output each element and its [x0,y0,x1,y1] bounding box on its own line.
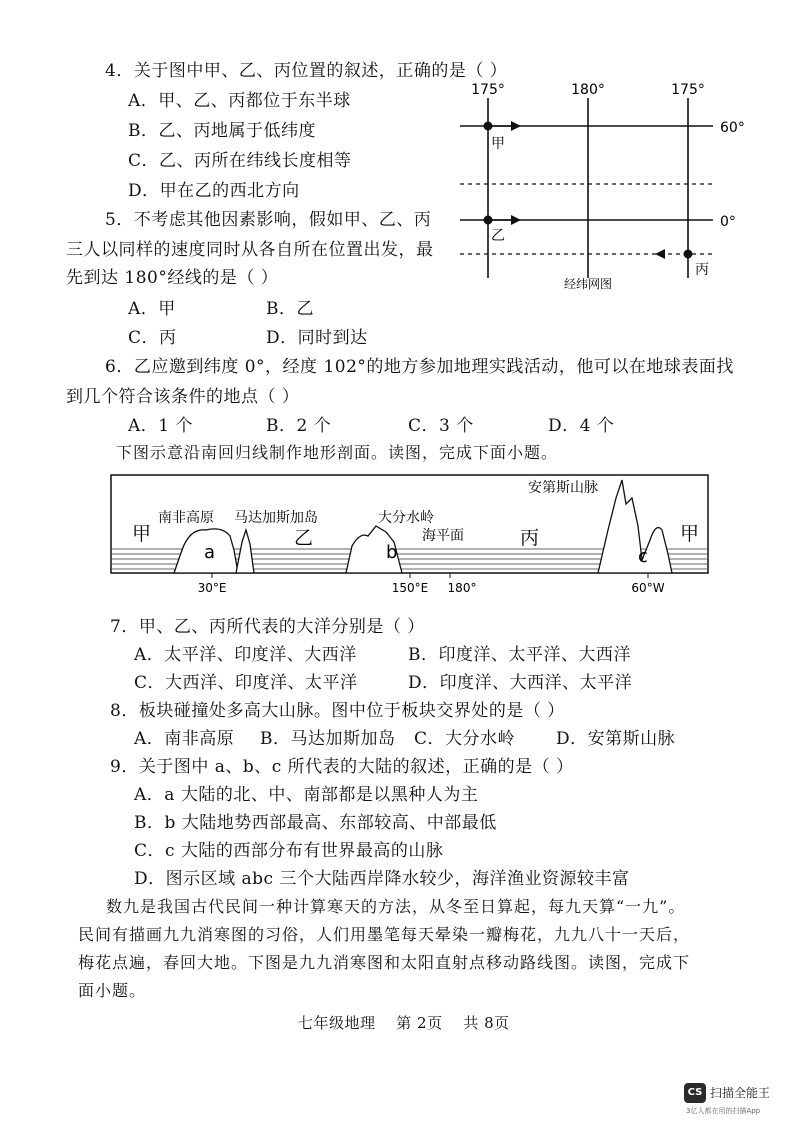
q5-stem-line-2: 三人以同样的速度同时从各自所在位置出发，最 [66,240,434,260]
q7-option-d: D．印度洋、大西洋、太平洋 [408,673,633,693]
q6-option-b: B．2 个 [266,416,332,436]
arrow-yi [511,215,521,225]
q8-stem: 8．板块碰撞处多高大山脉。图中位于板块交界处的是（ ） [110,701,565,721]
q5-option-c: C．丙 [128,328,177,348]
q8-option-a: A．南非高原 [134,729,235,749]
arrow-bing [655,249,665,259]
q5-option-a: A．甲 [128,299,176,319]
q7-option-a: A．太平洋、印度洋、大西洋 [134,645,357,665]
q4-option-b: B．乙、丙地属于低纬度 [128,121,316,141]
point-jia [484,122,493,131]
q7-stem: 7．甲、乙、丙所代表的大洋分别是（ ） [110,617,425,637]
label-yi: 乙 [491,228,505,244]
ocean-label-bing: 丙 [520,527,540,549]
arrow-jia [511,121,521,131]
q6-option-a: A．1 个 [128,416,193,436]
lat-label-0: 0° [720,214,736,230]
q8-option-c: C．大分水岭 [414,729,516,749]
point-yi [484,216,493,225]
ocean-label-yi: 乙 [294,527,314,549]
lat-label-60: 60° [720,120,745,136]
q8-option-b: B．马达加斯加岛 [260,729,396,749]
ocean-label-jia-left: 甲 [132,523,152,545]
q5-option-d: D．同时到达 [266,328,368,348]
q7-option-c: C．大西洋、印度洋、太平洋 [134,673,358,693]
lon-label-center: 180° [571,82,605,98]
lon-label-right: 175° [671,82,705,98]
label-madagascar: 马达加斯加岛 [234,510,318,526]
label-south-african-plateau: 南非高原 [158,510,214,526]
page-footer: 七年级地理 第 2页 共 8页 [298,1014,510,1032]
passage-line-1: 数九是我国古代民间一种计算寒天的方法，从冬至日算起，每九天算“一九”。 [106,897,686,916]
q9-stem: 9．关于图中 a、b、c 所代表的大陆的叙述，正确的是（ ） [110,757,574,777]
ocean-label-jia-right: 甲 [680,523,700,545]
label-continent-c: c [638,546,648,567]
q9-option-c: C．c 大陆的西部分布有世界最高的山脉 [134,841,444,861]
label-jia: 甲 [491,136,505,152]
scanner-app-name: 扫描全能王 [710,1086,771,1100]
passage-line-2: 民间有描画九九消寒图的习俗，人们用墨笔每天晕染一瓣梅花，九九八十一天后， [78,925,691,944]
profile-intro: 下图示意沿南回归线制作地形剖面。读图，完成下面小题。 [116,443,559,462]
label-sea-level: 海平面 [422,528,464,544]
q5-stem-line-3: 先到达 180°经线的是（ ） [66,268,279,288]
q5-stem-line-1: 5．不考虑其他因素影响，假如甲、乙、丙 [105,210,432,230]
label-bing: 丙 [695,262,709,278]
q5-option-b: B．乙 [266,299,314,319]
terrain-profile-figure [110,470,710,600]
passage-line-4: 面小题。 [78,981,147,1000]
lon-label-left: 175° [471,82,505,98]
label-great-dividing-range: 大分水岭 [378,510,434,526]
tick-150e: 150°E [391,581,429,595]
q9-option-b: B．b 大陆地势西部最高、东部较高、中部最低 [134,813,497,833]
q4-option-a: A．甲、乙、丙都位于东半球 [128,91,351,111]
tick-180: 180° [447,581,477,595]
lat-lon-grid-figure [455,78,765,298]
q6-stem-line-2: 到几个符合该条件的地点（ ） [66,387,300,407]
label-andes: 安第斯山脉 [528,480,598,496]
scanner-logo: CS [684,1083,706,1103]
tick-30e: 30°E [197,581,227,595]
q7-option-b: B．印度洋、太平洋、大西洋 [408,645,631,665]
point-bing [684,250,693,259]
q4-option-c: C．乙、丙所在纬线长度相等 [128,151,352,171]
grid-caption: 经纬网图 [563,277,613,291]
q4-option-d: D．甲在乙的西北方向 [128,181,300,201]
q9-option-d: D．图示区域 abc 三个大陆西岸降水较少，海洋渔业资源较丰富 [134,869,630,889]
q9-option-a: A．a 大陆的北、中、南部都是以黑种人为主 [134,785,479,805]
tick-60w: 60°W [631,581,665,595]
q6-option-c: C．3 个 [408,416,474,436]
passage-line-3: 梅花点遍，春回大地。下图是九九消寒图和太阳直射点移动路线图。读图，完成下 [78,953,691,972]
q6-option-d: D．4 个 [548,416,615,436]
q6-stem-line-1: 6．乙应邀到纬度 0°，经度 102°的地方参加地理实践活动，他可以在地球表面找 [105,357,734,377]
label-continent-a: a [204,542,216,563]
q4-stem: 4．关于图中甲、乙、丙位置的叙述，正确的是（ ） [105,61,508,81]
scanner-tagline: 3亿人都在用的扫描App [686,1107,761,1115]
label-continent-b: b [386,542,398,563]
q8-option-d: D．安第斯山脉 [556,729,676,749]
